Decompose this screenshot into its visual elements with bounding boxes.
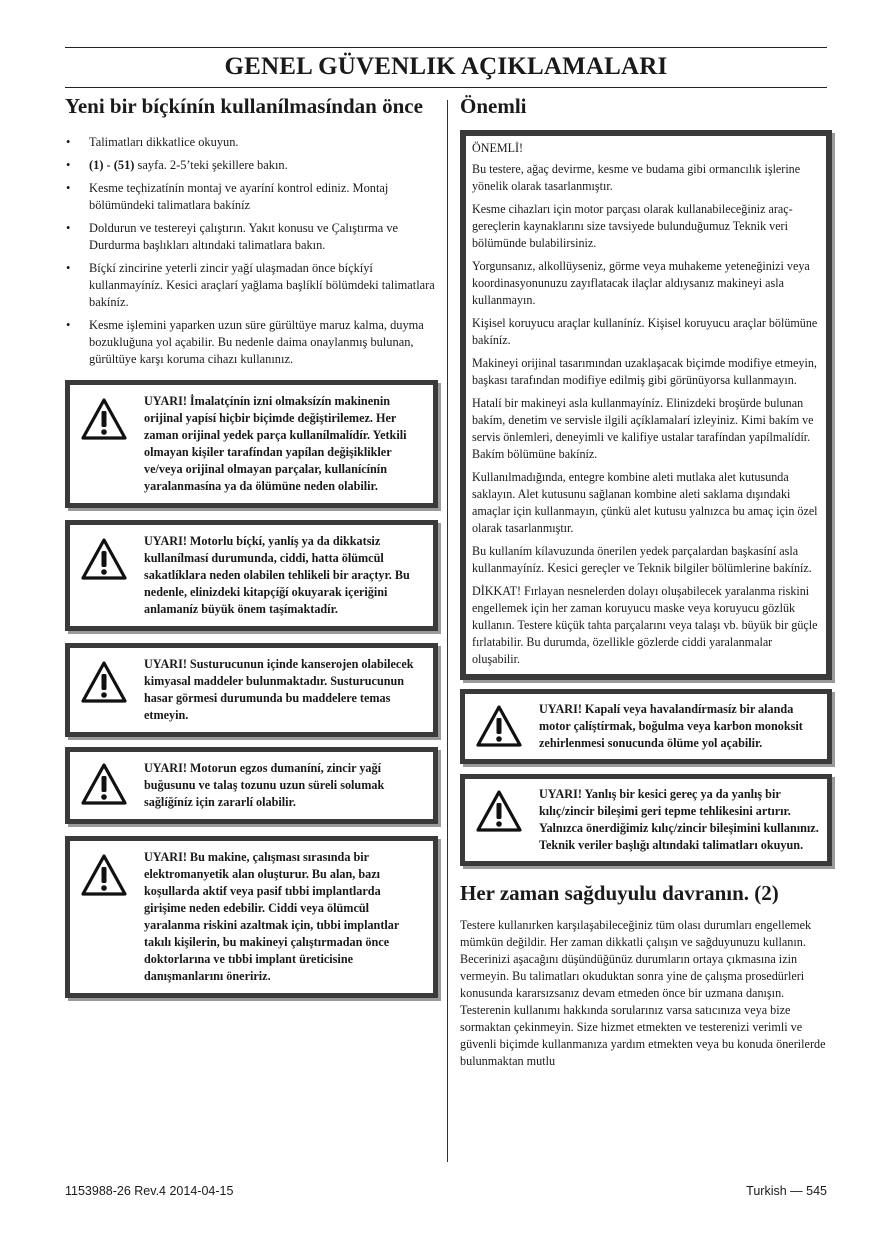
warning-box bbox=[65, 380, 438, 508]
warning-box bbox=[460, 689, 832, 764]
notice-paragraph: DİKKAT! Fırlayan nesnelerden dolayı oluşabilecek yaralanma riskini engellemek için her zaman koruyucu maske veya koruyucu gözlük kullanın. Testere küçük tahta parçalarını veya talaşı vb. büyük bir güçle fırlatabilir. Bu durumda, özellikle gözlerde ciddi yaralanmalar oluşabilir. bbox=[472, 584, 818, 666]
notice-label: ÖNEMLİ! bbox=[472, 141, 524, 155]
notice-paragraph: Kullanılmadığında, entegre kombine aleti mutlaka alet kutusunda saklayın. Alet kutusunu sağlanan kombine aleti saklama dışındaki amaçlar için kullanmayın, çünkü alet kutusu yalnızca bu amaç için özel olarak tasarlanmıştır. bbox=[472, 470, 818, 535]
page-title: GENEL GÜVENLIK AÇIKLAMALARI bbox=[224, 53, 668, 80]
top-rule bbox=[65, 47, 827, 48]
list-item-text: Kesme teçhizatínín montaj ve ayaríní kontrol ediniz. Montaj bölümündeki talimatlara bakíníz bbox=[89, 181, 389, 212]
warning-box bbox=[65, 643, 438, 737]
notice-paragraph: Makineyi orijinal tasarımından uzaklaşacak biçimde modifiye etmeyin, başkası tarafından modifiye edilmiş gibi görünüyorsa kullanmayın. bbox=[472, 356, 817, 387]
warning-text: UYARI! Motorun egzos dumaníní, zincir yağí buğusunu ve talaş tozunu uzun süreli solumak sağlíğíníz için zararlí olabilir. bbox=[144, 761, 385, 809]
important-notice-box bbox=[460, 130, 832, 680]
warning-triangle-icon bbox=[475, 789, 523, 833]
bullet-dot: • bbox=[66, 261, 71, 275]
right-column bbox=[460, 93, 835, 1070]
list-item bbox=[65, 220, 440, 254]
warning-text: UYARI! İmalatçínín izni olmaksízín makinenin orijinal yapísí hiçbir biçimde değiştirilemez. Her zaman orijinal yedek parça kullanílmalídír. Yetkili olmayan kişiler tarafíndan yapílan değişiklikler ve/veya orijinal olmayan parçalar, kullanícínín yaralanmasína ya da ölümüne neden olabilir. bbox=[144, 394, 407, 493]
bullet-dot: • bbox=[66, 318, 71, 332]
list-item bbox=[65, 317, 440, 368]
warning-box bbox=[65, 836, 438, 998]
section-heading-important: Önemli bbox=[460, 94, 527, 118]
notice-paragraph: Bu testere, ağaç devirme, kesme ve budama gibi ormancılık işlerine yönelik olarak tasarlanmıştır. bbox=[472, 162, 801, 193]
figure-ref-start: (1) bbox=[89, 158, 104, 172]
bullet-dot: • bbox=[66, 221, 71, 235]
list-item bbox=[65, 180, 440, 214]
warning-triangle-icon bbox=[80, 762, 128, 806]
figure-ref-end: (51) bbox=[113, 158, 135, 172]
list-item-text: Kesme işlemini yaparken uzun süre gürültüye maruz kalma, duyma bozukluğuna yol açabilir. Bu nedenle daima onaylanmış bulunan, gürültüye karşı koruma cihazı kullanınız. bbox=[89, 318, 424, 366]
notice-paragraph: Kişisel koruyucu araçlar kullaníníz. Kişisel koruyucu araçlar bölümüne bakíníz. bbox=[472, 316, 818, 347]
column-divider bbox=[447, 100, 448, 1162]
warning-triangle-icon bbox=[80, 537, 128, 581]
notice-paragraph: Bu kullaním kílavuzunda önerilen yedek parçalardan başkasíní asla kullanmayíníz. Kesici gereçler ve Teknik bilgiler bölümlerine bakíníz. bbox=[472, 544, 812, 575]
list-item-text: Doldurun ve testereyi çalıştırın. Yakıt konusu ve Çalıştırma ve Durdurma başlıkları altındaki talimatlara bakın. bbox=[89, 221, 399, 252]
common-sense-paragraph: Testere kullanırken karşılaşabileceğiniz tüm olası durumları engellemek mümkün değildir. Her zaman dikkatli çalışın ve sağduyunuzu kullanın. Becerinizi aşacağını düşündüğünüz durumların ortaya çıkmasına izin vermeyin. Bu talimatları okuduktan sonra yine de çalışma prosedürleri konusunda kararsızsanız devam etmeden önce bir uzmana danışın. Testerenin kullanımı hakkında sorularınız varsa satıcınıza veya bize sormaktan çekinmeyin. Size hizmet etmekten ve testerenizi verimli ve güvenli biçimde kullanmanıza yardım etmekten veya bu konuda önerilerde bulunmaktan mutlu bbox=[460, 918, 826, 1068]
bullet-dot: • bbox=[66, 135, 71, 149]
list-item-text: Talimatları dikkatlice okuyun. bbox=[89, 135, 239, 149]
warning-box bbox=[65, 520, 438, 631]
list-item bbox=[65, 260, 440, 311]
list-item-text: sayfa. 2-5’teki şekillere bakın. bbox=[137, 158, 288, 172]
warning-triangle-icon bbox=[475, 704, 523, 748]
warning-text: UYARI! Kapalí veya havalandírmasíz bir alanda motor çalíştírmak, boğulma veya karbon monoksit zehirlenmesi sonucunda ölüme yol açabilir. bbox=[539, 702, 803, 750]
bullet-dot: • bbox=[66, 181, 71, 195]
notice-paragraph: Hatalí bir makineyi asla kullanmayíníz. Elinizdeki broşürde bulunan bakím, denetim ve servisle ilgili açíklamalarí izleyiniz. Kimi bakím ve servis önlemleri, deneyimli ve kalifiye ustalar tarafíndan yapílmalídír. Bakím bölümüne bakíníz. bbox=[472, 396, 814, 461]
list-item bbox=[65, 134, 440, 151]
page-number: Turkish — 545 bbox=[746, 1184, 827, 1198]
notice-paragraph: Yorgunsanız, alkollüyseniz, görme veya muhakeme yeteneğinizi veya koordinasyonunuzu zayıflatacak ilaçlar aldıysanız makineyi asla kullanmayın. bbox=[472, 259, 810, 307]
warning-text: UYARI! Yanlış bir kesici gereç ya da yanlış bir kılıç/zincir bileşimi geri tepme tehlikesini artırır. Yalnızca önerdiğimiz kılıç/zincir bileşimini kullanınız. Teknik veriler başlığı altındaki talimatları okuyun. bbox=[539, 787, 819, 852]
warning-triangle-icon bbox=[80, 397, 128, 441]
warning-triangle-icon bbox=[80, 660, 128, 704]
section-heading-before-use: Yeni bir bíçkínín kullanílmasíndan önce bbox=[65, 94, 423, 118]
list-item bbox=[65, 157, 440, 174]
instruction-list bbox=[65, 134, 440, 368]
warning-text: UYARI! Motorlu bíçkí, yanlíş ya da dikkatsiz kullanílmasí durumunda, ciddi, hatta ölümcül sakatlíklara neden olabilen tehlikeli bir araçtyr. Bu nedenle, elinizdeki kitapçíğí okuyarak içeriğini anlamaníz büyük önem taşímaktadír. bbox=[144, 534, 410, 616]
document-id: 1153988-26 Rev.4 2014-04-15 bbox=[65, 1184, 234, 1198]
bullet-dot: • bbox=[66, 158, 71, 172]
left-column bbox=[65, 93, 440, 998]
title-rule bbox=[65, 87, 827, 88]
warning-box bbox=[65, 747, 438, 824]
notice-paragraph: Kesme cihazları için motor parçası olarak kullanabileceğiniz araç-gereçlerin kaynaklarını size tavsiyede bulunduğumuz Teknik veri bölümünde bulabilirsiniz. bbox=[472, 202, 793, 250]
list-item-text: Bíçkí zincirine yeterli zincir yağí ulaşmadan önce bíçkíyí kullanmayíníz. Kesici araçlarí yağlama başlíklí bölümdeki talimatlara bakíníz. bbox=[89, 261, 435, 309]
figure-ref-dash: - bbox=[103, 158, 114, 172]
warning-box bbox=[460, 774, 832, 866]
warning-text: UYARI! Susturucunun içinde kanserojen olabilecek kimyasal maddeler bulunmaktadır. Susturucunun hasar görmesi durumunda bu maddelere temas etmeyin. bbox=[144, 657, 414, 722]
section-heading-common-sense: Her zaman sağduyulu davranın. (2) bbox=[460, 881, 779, 905]
warning-text: UYARI! Bu makine, çalışması sırasında bir elektromanyetik alan oluşturur. Bu alan, bazı koşullarda aktif veya pasif tıbbi implantlarda girişime neden edebilir. Ciddi veya ölümcül yaralanma riskini azaltmak için, tıbbi implantlar takılı kişilerin, bu makineyi çalıştırmadan önce doktorlarına ve tıbbi implant üreticisine danışmanlarını öneririz. bbox=[144, 850, 400, 983]
warning-triangle-icon bbox=[80, 853, 128, 897]
